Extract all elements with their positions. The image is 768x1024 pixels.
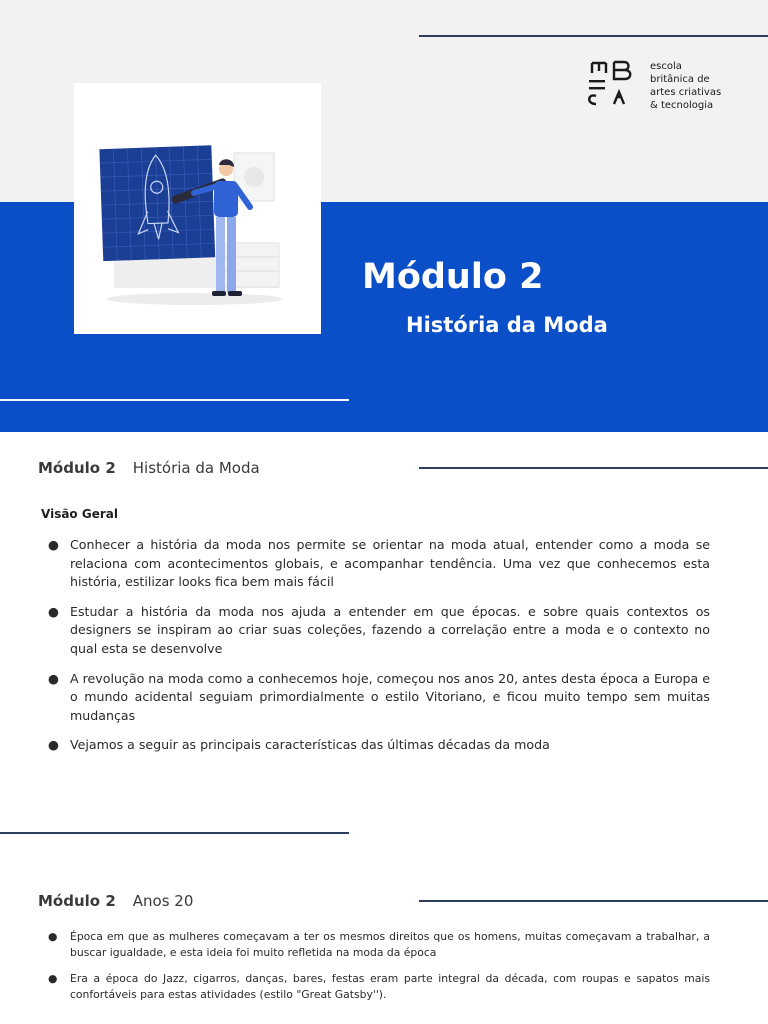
section-header — [38, 892, 193, 910]
bullet-dot-icon: ● — [48, 930, 58, 943]
section-header-rule — [419, 467, 768, 469]
logo-line: britânica de — [650, 74, 710, 85]
list-item — [42, 670, 710, 726]
cover-slide — [0, 0, 768, 432]
list-item — [42, 536, 710, 592]
list-item-text: Época em que as mulheres começavam a ter os mesmos direitos que os homens, muitas começavam a trabalhar, a buscar igualdade, e esta ideia foi muito refletida na moda da época — [70, 930, 710, 959]
list-item — [42, 929, 710, 961]
list-item — [42, 971, 710, 1003]
section-header — [38, 459, 260, 477]
ebac-logo — [588, 60, 721, 112]
cover-subtitle: História da Moda — [406, 313, 608, 337]
bullet-dot-icon: ● — [48, 972, 58, 985]
decade-bullet-list — [42, 929, 710, 1013]
list-item-text: Era a época do Jazz, cigarros, danças, bares, festas eram parte integral da década, com roupas e sapatos mais confortáveis para estas atividades (estilo "Great Gatsby''). — [70, 972, 710, 1001]
list-item-text: Conhecer a história da moda nos permite se orientar na moda atual, entender como a moda se relaciona com acontecimentos globais, e acompanhar tendência. Uma vez que conhecemos esta história, estilizar looks fica bem mais fácil — [70, 537, 710, 590]
list-item-text: Vejamos a seguir as principais características das últimas décadas da moda — [70, 737, 550, 753]
cover-illustration-card — [74, 83, 321, 334]
section-header-rule — [419, 900, 768, 902]
list-item-text: Estudar a história da moda nos ajuda a entender em que épocas. e sobre quais contextos os designers se inspiram ao criar suas coleções, fazendo a correlação entre a moda e o contexto no qual esta se desenvolve — [70, 603, 710, 656]
list-item — [42, 603, 710, 659]
logo-line: escola — [650, 61, 682, 72]
cover-title: Módulo 2 — [362, 257, 544, 297]
logo-wordmark — [650, 60, 721, 112]
bullet-dot-icon: ● — [48, 737, 59, 753]
bullet-dot-icon: ● — [48, 537, 59, 552]
section-divider-rule — [0, 832, 349, 834]
section-module-label: Módulo 2 — [38, 459, 116, 477]
logo-line: & tecnologia — [650, 100, 714, 111]
list-item-text: A revolução na moda como a conhecemos hoje, começou nos anos 20, antes desta época a Europa e o mundo acidental seguiam primordialmente o estilo Vitoriano, e ficou muito tempo sem muitas mudanças — [70, 670, 710, 723]
overview-heading: Visão Geral — [41, 507, 118, 521]
list-item — [42, 736, 710, 755]
blueprint-rocket-designer-illustration — [74, 83, 321, 334]
section-topic-label: Anos 20 — [132, 892, 194, 910]
section-topic-label: História da Moda — [132, 459, 260, 477]
cover-bottom-rule — [0, 399, 349, 401]
ebac-monogram-icon — [588, 60, 638, 112]
bullet-dot-icon: ● — [48, 670, 59, 686]
section-module-label: Módulo 2 — [38, 892, 116, 910]
overview-bullet-list — [42, 536, 710, 766]
logo-line: artes criativas — [650, 87, 722, 98]
cover-top-rule — [419, 35, 768, 37]
bullet-dot-icon: ● — [48, 603, 59, 619]
